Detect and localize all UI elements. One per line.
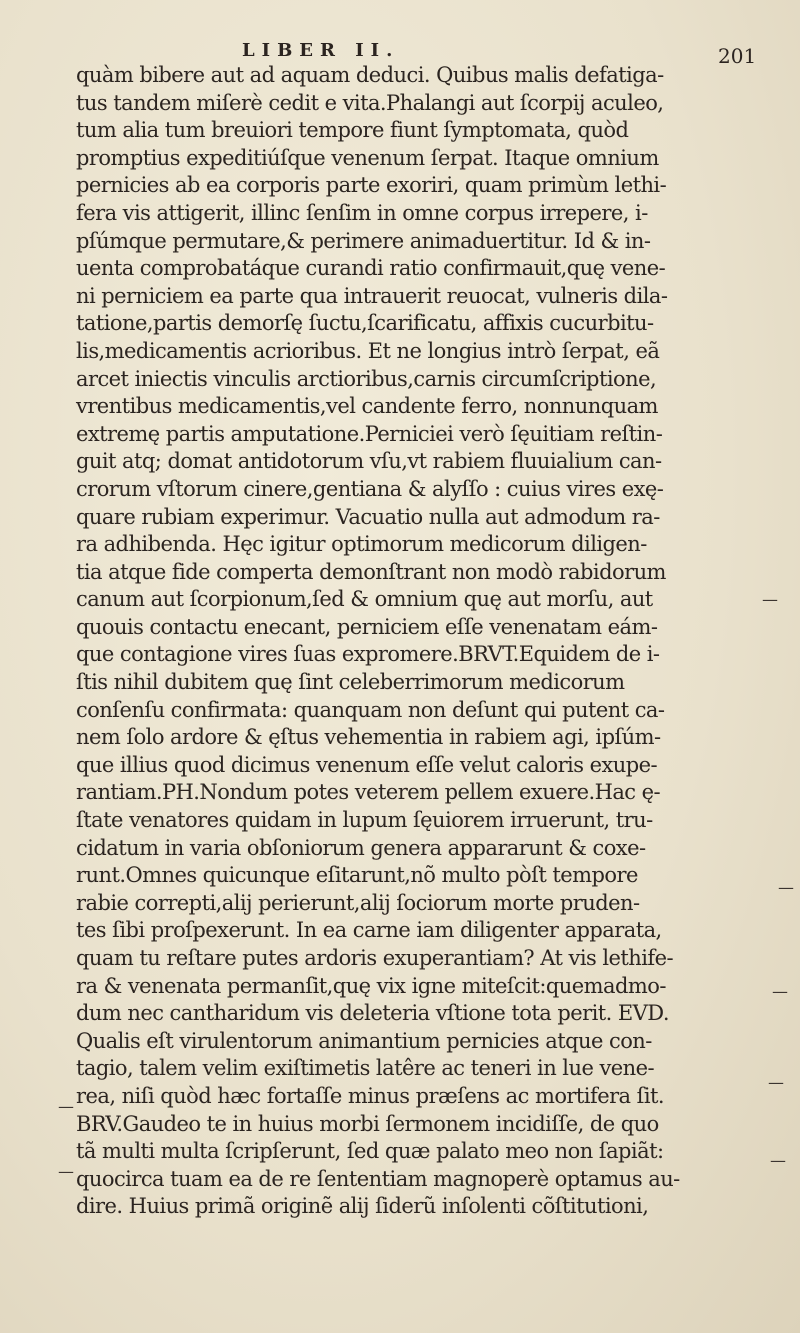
text-line: fera vis attigerit, illinc ſenſim in omne corpus irrepere, i-: [76, 200, 648, 225]
text-line: que illius quod dicimus venenum eſſe velut caloris exupe-: [76, 752, 658, 777]
text-line: Qualis eſt virulentorum animantium pernicies atque con-: [76, 1028, 652, 1053]
text-line: uenta comprobatáque curandi ratio confirmauit,quę vene-: [76, 256, 666, 281]
text-line: quare rubiam experimur. Vacuatio nulla aut admodum ra-: [76, 504, 660, 529]
text-line: tus tandem miſerè cedit e vita.Phalangi aut ſcorpij aculeo,: [76, 90, 664, 115]
text-line: que contagione vires ſuas expromere.BRVT.Equidem de i-: [76, 642, 660, 667]
text-line: dire. Huius primã originẽ alij ſiderũ inſolenti cõſtitutioni,: [76, 1194, 649, 1219]
text-line: extremę partis amputatione.Perniciei verò ſęuitiam reſtin-: [76, 421, 663, 446]
text-line: tã multi multa ſcripſerunt, ſed quæ palato meo non ſapiãt:: [76, 1139, 664, 1164]
text-line: conſenſu confirmata: quanquam non deſunt qui putent ca-: [76, 697, 665, 722]
text-line: pſúmque permutare,& perimere animaduertitur. Id & in-: [76, 228, 651, 253]
text-line: ſtis nihil dubitem quę ſint celeberrimorum medicorum: [76, 670, 625, 695]
text-line: tia atque fide comperta demonſtrant non modò rabidorum: [76, 559, 666, 584]
body-text: [76, 62, 776, 1221]
text-line: BRV.Gaudeo te in huius morbi ſermonem incidiſſe, de quo: [76, 1111, 659, 1136]
text-line: canum aut ſcorpionum,ſed & omnium quę aut morſu, aut: [76, 587, 653, 612]
text-line: tes ſibi proſpexerunt. In ea carne iam diligenter apparata,: [76, 918, 662, 943]
text-line: cidatum in varia obſoniorum genera appararunt & coxe-: [76, 835, 646, 860]
text-line: ſtate venatores quidam in lupum ſęuiorem irruerunt, tru-: [76, 808, 653, 833]
text-line: quam tu reſtare putes ardoris exuperantiam? At vis lethife-: [76, 946, 674, 970]
margin-mark: —: [772, 982, 788, 1001]
text-line: ni perniciem ea parte qua intrauerit reuocat, vulneris dila-: [76, 283, 668, 308]
text-line: tagio, talem velim exiſtimetis latêre ac teneri in lue vene-: [76, 1056, 655, 1081]
margin-mark: —: [58, 1097, 74, 1116]
text-line: tatione,partis demorſę ſuctu,ſcarificatu, affixis cucurbitu-: [76, 311, 654, 336]
text-line: nem ſolo ardore & ęſtus vehementia in rabiem agi, ipſúm-: [76, 725, 661, 750]
text-line: quouis contactu enecant, perniciem eſſe venenatam eám-: [76, 614, 658, 639]
text-line: quàm bibere aut ad aquam deduci. Quibus malis defatiga-: [76, 63, 664, 87]
margin-mark: —: [768, 1073, 784, 1092]
text-line: tum alia tum breuiori tempore fiunt ſymptomata, quòd: [76, 118, 629, 143]
text-line: ra adhibenda. Hęc igitur optimorum medicorum diligen-: [76, 532, 647, 557]
margin-mark: —: [770, 1151, 786, 1170]
text-line: vrentibus medicamentis,vel candente ferro, nonnunquam: [76, 394, 658, 419]
text-line: rantiam.PH.Nondum potes veterem pellem exuere.Hac ę-: [76, 780, 661, 805]
text-line: quocirca tuam ea de re ſententiam magnoperè optamus au-: [76, 1166, 680, 1191]
text-line: rabie correpti,alij perierunt,alij ſociorum morte pruden-: [76, 890, 640, 915]
text-line: ra & venenata permanſit,quę vix igne miteſcit:quemadmo-: [76, 973, 666, 998]
text-line: guit atq; domat antidotorum vſu,vt rabiem fluuialium can-: [76, 449, 662, 474]
margin-mark: —: [778, 878, 794, 897]
text-line: crorum vſtorum cinere,gentiana & alyſſo : cuius vires exę-: [76, 476, 664, 501]
page-number: 201: [718, 44, 757, 68]
text-line: lis,medicamentis acrioribus. Et ne longius intrò ſerpat, eã: [76, 338, 660, 363]
text-line: arcet iniectis vinculis arctioribus,carnis circumſcriptione,: [76, 366, 657, 391]
text-line: promptius expeditiúſque venenum ſerpat. Itaque omnium: [76, 145, 659, 170]
text-line: rea, niſi quòd hæc fortaſſe minus præſens ac mortifera ſit.: [76, 1083, 665, 1108]
text-line: pernicies ab ea corporis parte exoriri, quam primùm lethi-: [76, 173, 667, 198]
margin-mark: —: [58, 1162, 74, 1181]
text-line: dum nec cantharidum vis deleteria vſtione tota perit. EVD.: [76, 1001, 669, 1026]
text-line: runt.Omnes quicunque eſitarunt,nõ multo pòſt tempore: [76, 863, 638, 888]
running-title: LIBER II.: [242, 40, 400, 61]
margin-mark: —: [762, 590, 778, 609]
